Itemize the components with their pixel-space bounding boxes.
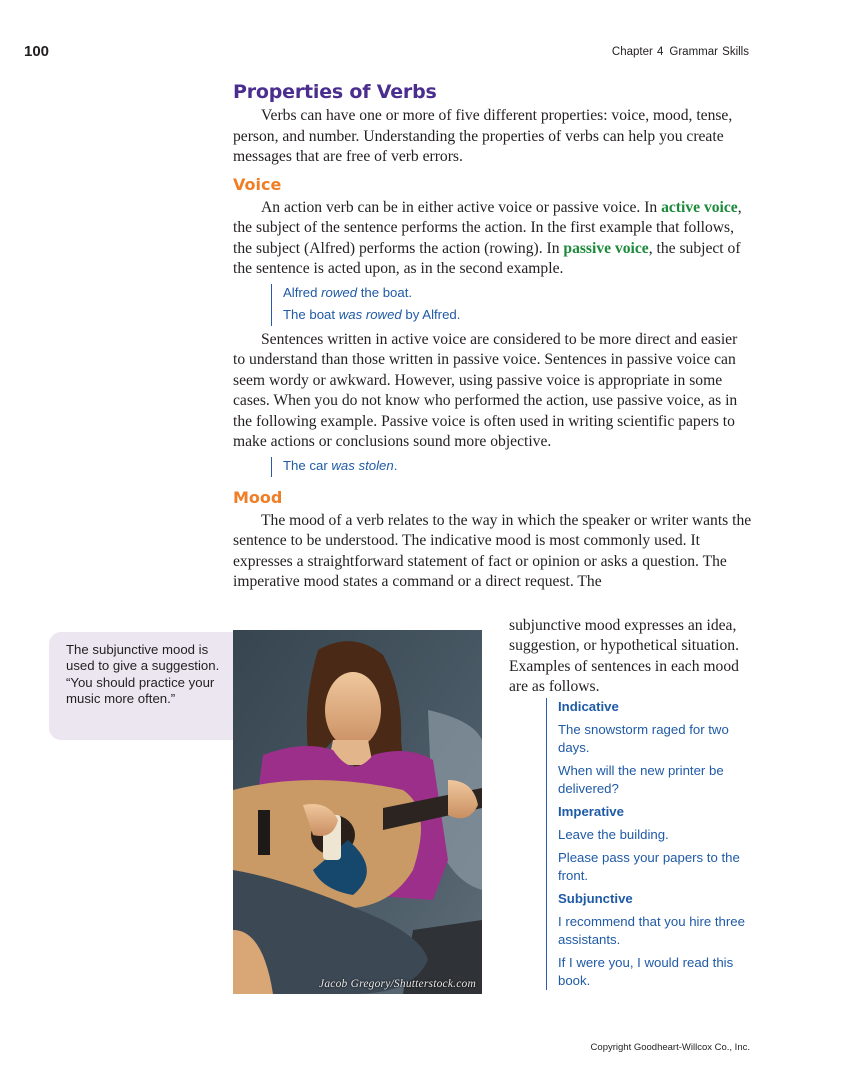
text-run: Alfred	[283, 284, 322, 300]
text-run: An action verb can be in either active voice or passive voice. In	[261, 198, 662, 216]
text-run: , the subject of the sentence performs the action. In the first example that follows, the subject (Alfred) performs the action (rowing). In	[233, 198, 742, 257]
example-verb: was stolen	[331, 457, 394, 473]
example-subjunctive-2: If I were you, I would read this book.	[558, 955, 734, 988]
voice-example-3	[271, 457, 753, 477]
main-column	[233, 78, 753, 593]
mood-figure-area	[233, 617, 753, 1000]
voice-paragraph-1	[233, 198, 753, 280]
page-number: 100	[24, 43, 50, 60]
page-title: Properties of Verbs	[233, 81, 437, 103]
running-head	[612, 46, 749, 58]
example-verb: rowed	[321, 284, 358, 300]
text-run: The boat	[283, 306, 339, 322]
example-indicative-2: When will the new printer be delivered?	[558, 763, 724, 796]
example-verb: was rowed	[338, 306, 402, 322]
photo-credit: Jacob Gregory/Shutterstock.com	[319, 978, 476, 990]
text-run: by Alfred.	[401, 306, 461, 322]
example-subjunctive-1: I recommend that you hire three assistants.	[558, 914, 745, 947]
mood-label-indicative: Indicative	[558, 699, 619, 714]
example-imperative-1: Leave the building.	[558, 827, 669, 842]
mood-label-imperative: Imperative	[558, 804, 624, 819]
voice-examples	[271, 284, 753, 326]
example-active	[283, 284, 753, 304]
mood-examples	[546, 698, 763, 990]
copyright-footer: Copyright Goodheart-Willcox Co., Inc.	[590, 1042, 750, 1053]
text-run: .	[393, 457, 398, 473]
example-indicative-1: The snowstorm raged for two days.	[558, 722, 729, 755]
key-term-passive-voice: passive voice	[563, 239, 649, 257]
text-run: , the subject of the sentence is acted upon, as in the second example.	[233, 239, 741, 277]
mood-label-subjunctive: Subjunctive	[558, 891, 633, 906]
mood-paragraph-continued: subjunctive mood expresses an idea, suggestion, or hypothetical situation. Examples of sentences in each mood are as follows.	[509, 617, 739, 695]
example-imperative-2: Please pass your papers to the front.	[558, 850, 740, 883]
chapter-title: Grammar Skills	[669, 46, 749, 58]
voice-paragraph-2: Sentences written in active voice are considered to be more direct and easier to understand than those written in passive voice. Sentences in passive voice can seem wordy or awkward. However, using passive voice is appropriate in some cases. When you do not know who performed the action, use passive voice, as in the following example. Passive voice is often used in writing scientific papers to make actions or conclusions sound more objective.	[233, 330, 738, 450]
chapter-label: Chapter 4	[611, 46, 664, 58]
intro-paragraph: Verbs can have one or more of five different properties: voice, mood, tense, person, and number. Understanding the properties of verbs can help you create messages that are free of verb errors.	[233, 107, 733, 165]
sidenote-callout: The subjunctive mood is used to give a suggestion. “You should practice your music more often.”	[49, 632, 235, 740]
text-run: The car	[283, 457, 332, 473]
mood-heading: Mood	[233, 487, 283, 507]
example-passive	[283, 306, 753, 326]
example-passive-unknown	[283, 457, 753, 477]
photo-illustration	[233, 630, 482, 994]
mood-paragraph: The mood of a verb relates to the way in which the speaker or writer wants the sentence to be understood. The indicative mood is most commonly used. It expresses a straightforward statement of fact or opinion or asks a question. The imperative mood states a command or a direct request. The	[233, 511, 752, 590]
voice-heading: Voice	[233, 174, 282, 194]
key-term-active-voice: active voice	[661, 198, 738, 216]
guitar-photo	[233, 630, 482, 994]
text-run: the boat.	[357, 284, 413, 300]
